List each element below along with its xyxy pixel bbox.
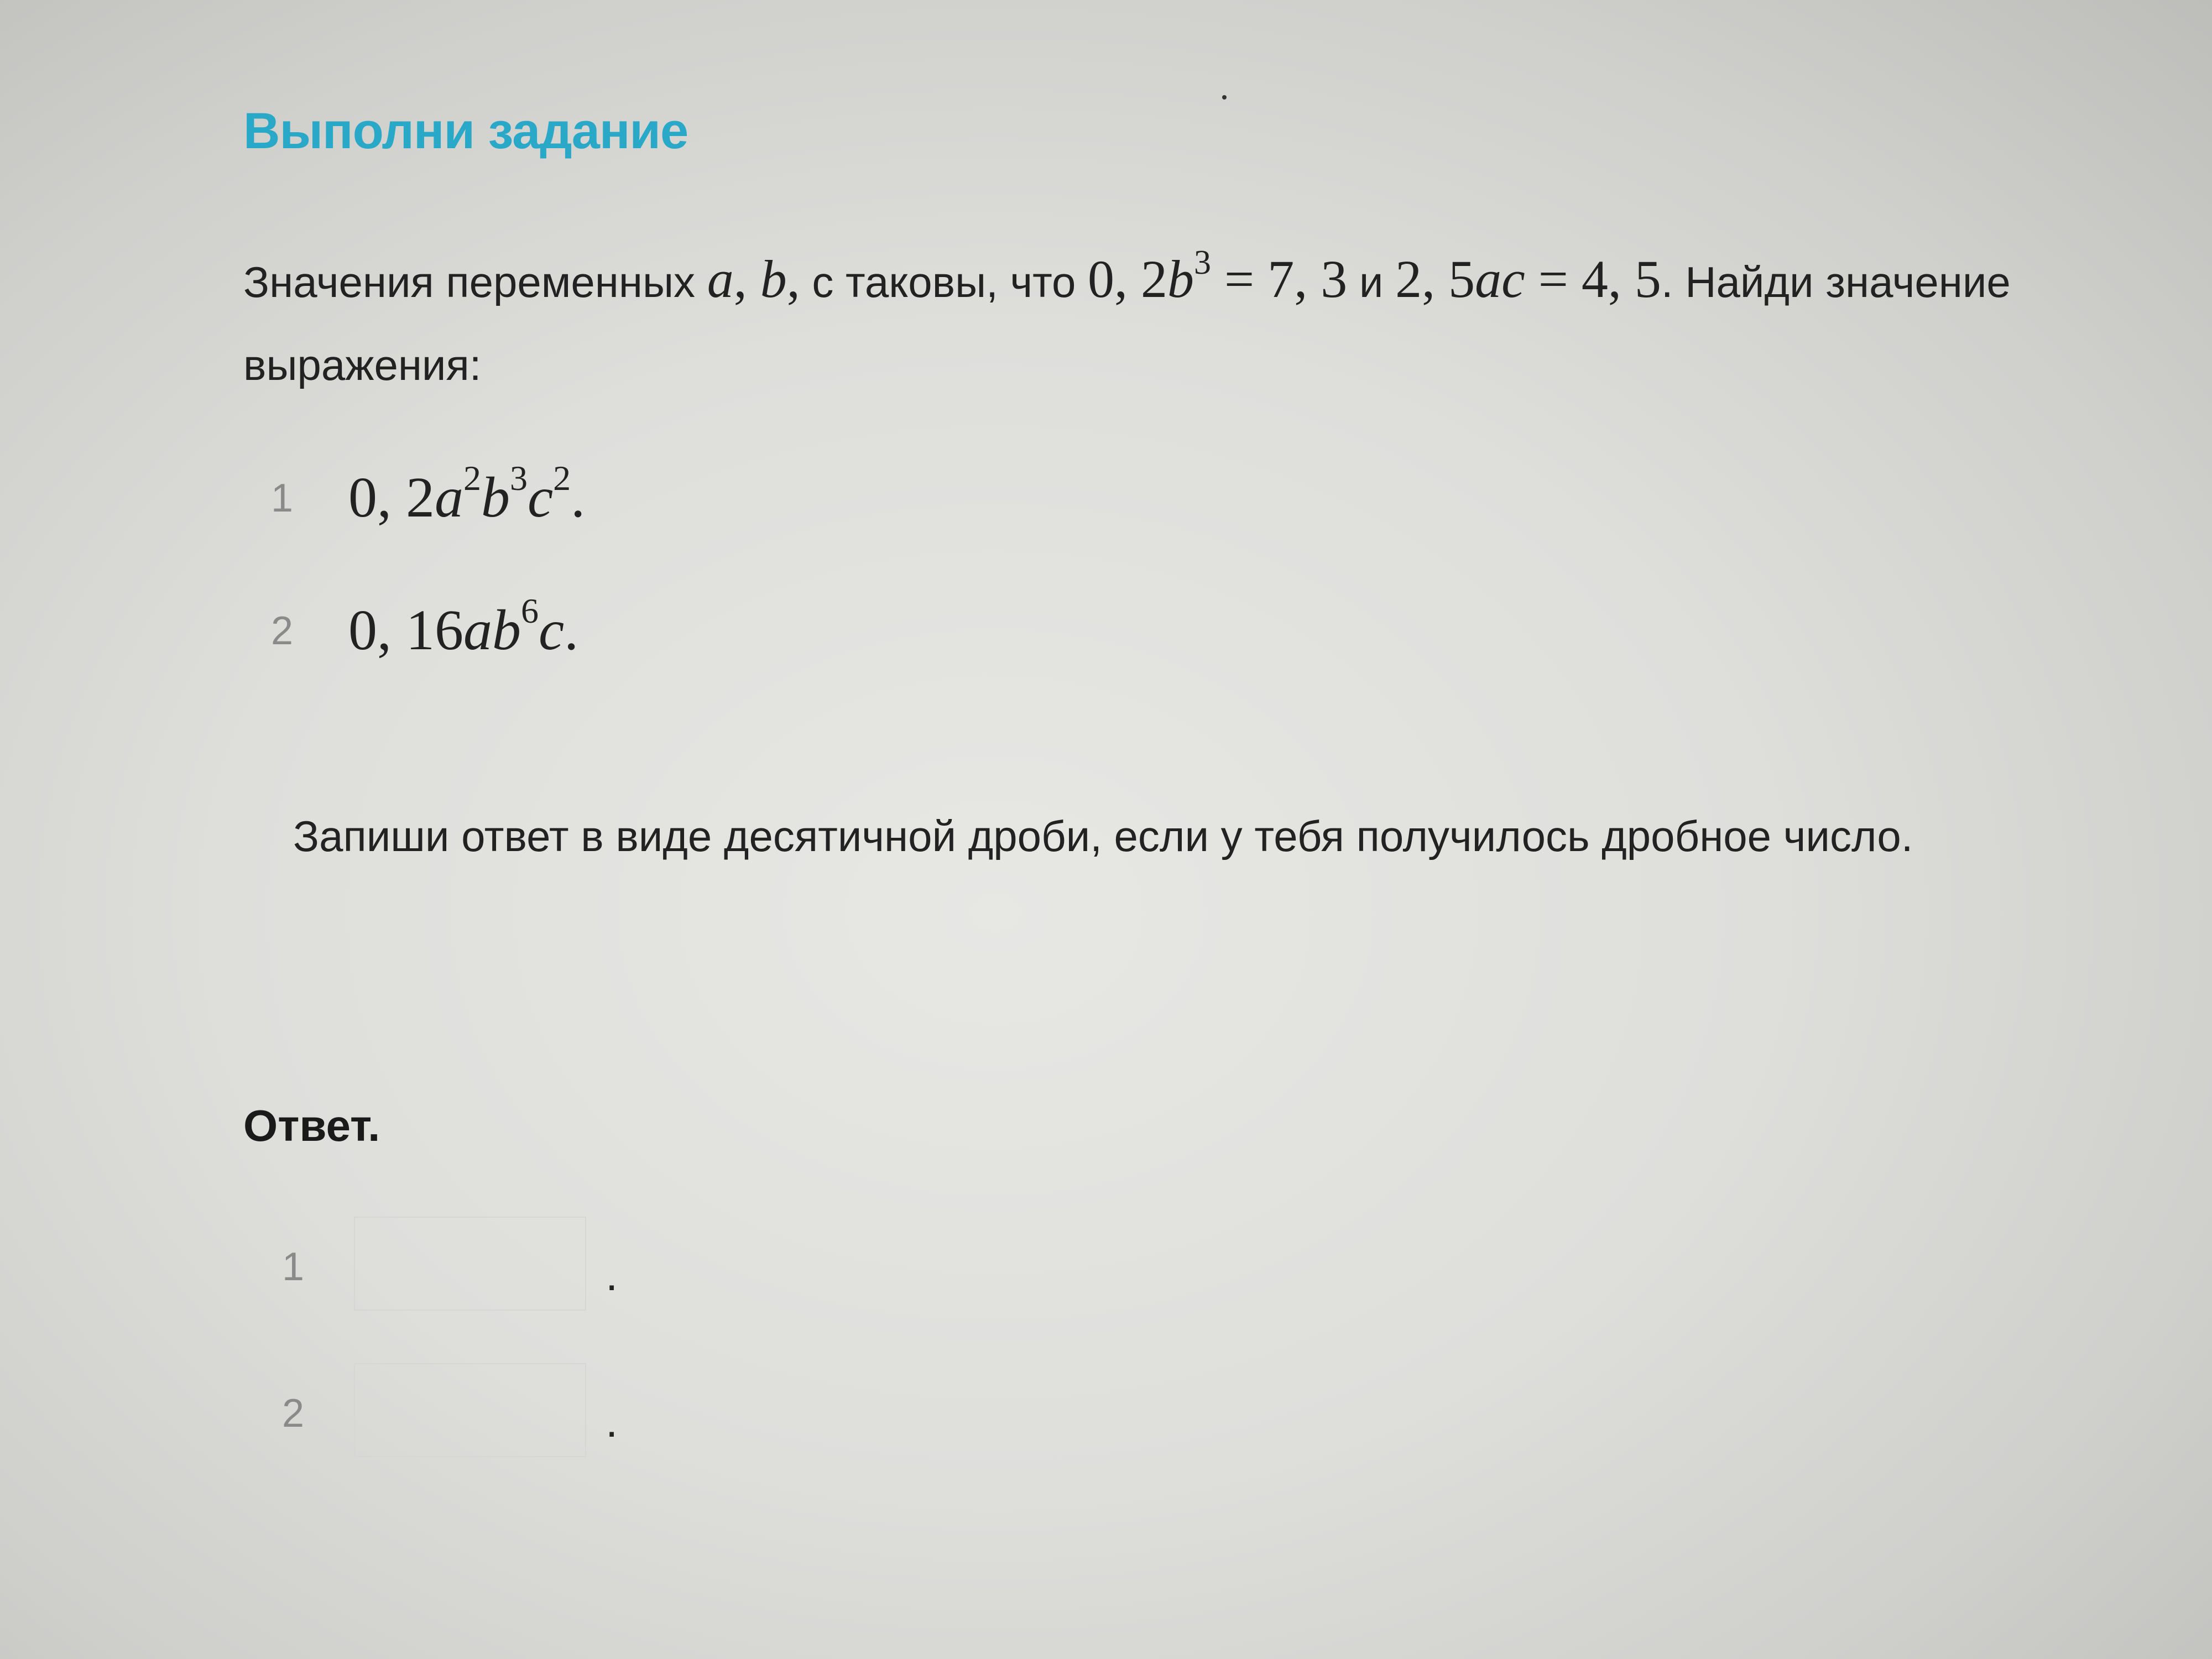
answer-input-2[interactable]	[354, 1363, 586, 1457]
statement-text-2: таковы, что	[846, 258, 1076, 306]
equation-2: 2, 5ac = 4, 5	[1395, 249, 1661, 309]
item-number: 1	[271, 476, 294, 520]
answer-number: 2	[282, 1391, 305, 1436]
answer-hint: Запиши ответ в виде десятичной дроби, если у тебя получилось дробное число.	[293, 812, 1913, 860]
answer-input-1[interactable]	[354, 1217, 586, 1311]
expression-1: 0, $2a^2b^3c^2$.	[348, 458, 586, 529]
answer-row-1	[282, 1211, 669, 1322]
statement-var-c: c	[812, 258, 834, 306]
item-number: 2	[271, 609, 294, 653]
equation-1: 0, $2b^3 = 7$, 3	[1088, 244, 1348, 309]
expression-2: 0, $16ab^6c$.	[348, 591, 579, 662]
answer-row-2	[282, 1358, 669, 1468]
answer-dot: .	[606, 1250, 618, 1300]
task-statement	[243, 238, 2068, 406]
answer-label: Ответ.	[243, 1101, 380, 1150]
answer-dot: .	[606, 1397, 618, 1446]
statement-text-3: и	[1359, 258, 1384, 306]
task-title: Выполни задание	[243, 103, 688, 159]
statement-text-4: . Найди значение выражения:	[243, 258, 2011, 389]
statement-variables: a, b,	[707, 249, 800, 309]
answer-number: 1	[282, 1245, 305, 1289]
screen-speck	[1222, 95, 1227, 100]
statement-text-1: Значения переменных	[243, 258, 696, 306]
